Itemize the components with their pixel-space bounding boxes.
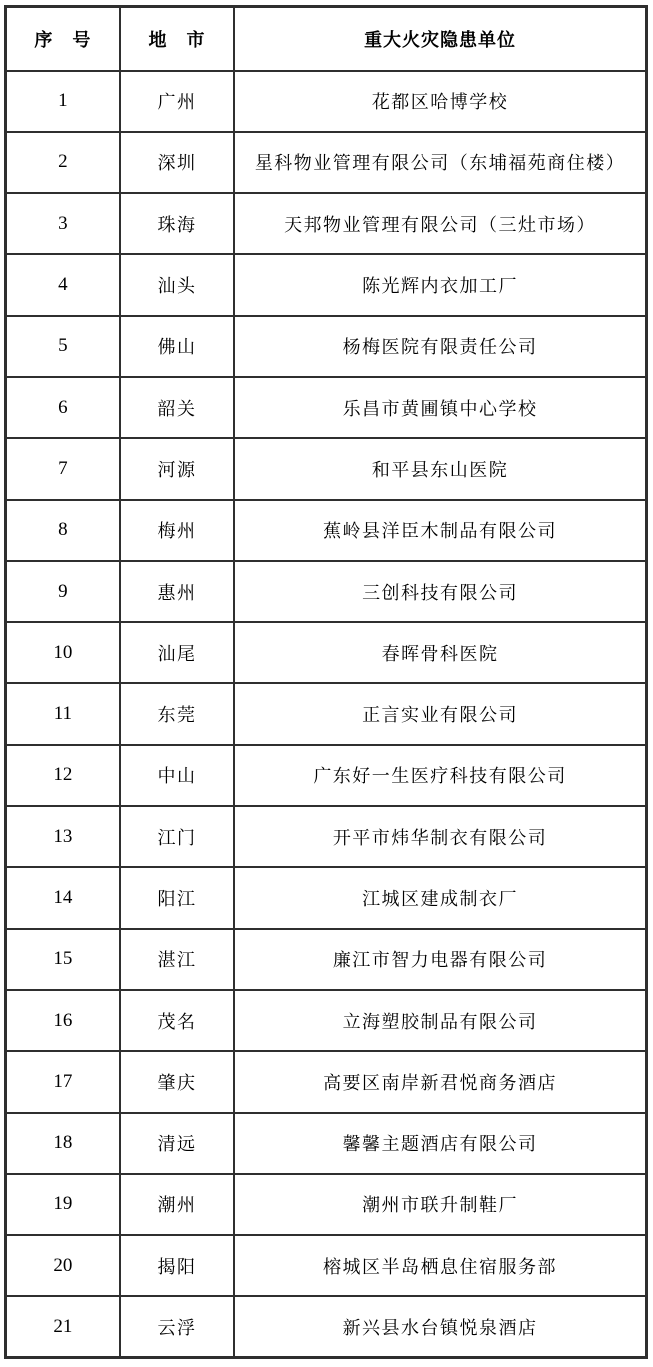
cell-serial-number: 9 [6,561,120,622]
cell-city: 汕头 [120,254,234,315]
table-row [6,745,647,806]
cell-hazard-unit: 春晖骨科医院 [234,622,646,683]
cell-city: 云浮 [120,1296,234,1357]
cell-city: 深圳 [120,132,234,193]
table-row [6,438,647,499]
cell-city: 阳江 [120,867,234,928]
cell-city: 珠海 [120,193,234,254]
table-body [6,71,647,1358]
cell-serial-number: 16 [6,990,120,1051]
cell-hazard-unit: 正言实业有限公司 [234,683,646,744]
cell-serial-number: 7 [6,438,120,499]
cell-city: 梅州 [120,500,234,561]
fire-hazard-table [4,5,648,1359]
cell-hazard-unit: 高要区南岸新君悦商务酒店 [234,1051,646,1112]
cell-hazard-unit: 廉江市智力电器有限公司 [234,929,646,990]
cell-hazard-unit: 广东好一生医疗科技有限公司 [234,745,646,806]
cell-serial-number: 15 [6,929,120,990]
header-city: 地 市 [120,7,234,71]
cell-city: 广州 [120,71,234,132]
cell-hazard-unit: 榕城区半岛栖息住宿服务部 [234,1235,646,1296]
cell-city: 东莞 [120,683,234,744]
cell-city: 肇庆 [120,1051,234,1112]
cell-city: 江门 [120,806,234,867]
header-row [6,7,647,71]
header-hazard-unit: 重大火灾隐患单位 [234,7,646,71]
cell-serial-number: 3 [6,193,120,254]
header-serial-number: 序 号 [6,7,120,71]
table-row [6,867,647,928]
cell-city: 茂名 [120,990,234,1051]
cell-serial-number: 2 [6,132,120,193]
table-row [6,1113,647,1174]
cell-city: 潮州 [120,1174,234,1235]
cell-hazard-unit: 杨梅医院有限责任公司 [234,316,646,377]
table-row [6,561,647,622]
cell-city: 湛江 [120,929,234,990]
table-row [6,377,647,438]
cell-hazard-unit: 花都区哈博学校 [234,71,646,132]
table-row [6,1235,647,1296]
cell-serial-number: 17 [6,1051,120,1112]
table-row [6,316,647,377]
cell-serial-number: 18 [6,1113,120,1174]
cell-hazard-unit: 和平县东山医院 [234,438,646,499]
cell-serial-number: 1 [6,71,120,132]
table-row [6,193,647,254]
cell-serial-number: 8 [6,500,120,561]
table-row [6,1051,647,1112]
cell-serial-number: 4 [6,254,120,315]
cell-hazard-unit: 陈光辉内衣加工厂 [234,254,646,315]
cell-serial-number: 11 [6,683,120,744]
cell-city: 汕尾 [120,622,234,683]
table-row [6,622,647,683]
cell-hazard-unit: 蕉岭县洋臣木制品有限公司 [234,500,646,561]
table-row [6,254,647,315]
cell-city: 惠州 [120,561,234,622]
table-row [6,990,647,1051]
table-row [6,806,647,867]
table-row [6,132,647,193]
cell-hazard-unit: 立海塑胶制品有限公司 [234,990,646,1051]
cell-city: 清远 [120,1113,234,1174]
cell-hazard-unit: 开平市炜华制衣有限公司 [234,806,646,867]
table-row [6,1174,647,1235]
cell-hazard-unit: 潮州市联升制鞋厂 [234,1174,646,1235]
cell-city: 韶关 [120,377,234,438]
cell-city: 中山 [120,745,234,806]
cell-serial-number: 14 [6,867,120,928]
table-row [6,929,647,990]
cell-serial-number: 21 [6,1296,120,1357]
cell-city: 揭阳 [120,1235,234,1296]
cell-serial-number: 13 [6,806,120,867]
cell-city: 河源 [120,438,234,499]
cell-city: 佛山 [120,316,234,377]
cell-serial-number: 5 [6,316,120,377]
cell-hazard-unit: 三创科技有限公司 [234,561,646,622]
cell-serial-number: 10 [6,622,120,683]
table-row [6,500,647,561]
cell-hazard-unit: 星科物业管理有限公司（东埔福苑商住楼） [234,132,646,193]
table-row [6,71,647,132]
cell-hazard-unit: 乐昌市黄圃镇中心学校 [234,377,646,438]
cell-hazard-unit: 馨馨主题酒店有限公司 [234,1113,646,1174]
cell-hazard-unit: 江城区建成制衣厂 [234,867,646,928]
table-row [6,683,647,744]
cell-hazard-unit: 新兴县水台镇悦泉酒店 [234,1296,646,1357]
cell-serial-number: 19 [6,1174,120,1235]
cell-serial-number: 20 [6,1235,120,1296]
table-row [6,1296,647,1357]
cell-serial-number: 12 [6,745,120,806]
cell-serial-number: 6 [6,377,120,438]
cell-hazard-unit: 天邦物业管理有限公司（三灶市场） [234,193,646,254]
